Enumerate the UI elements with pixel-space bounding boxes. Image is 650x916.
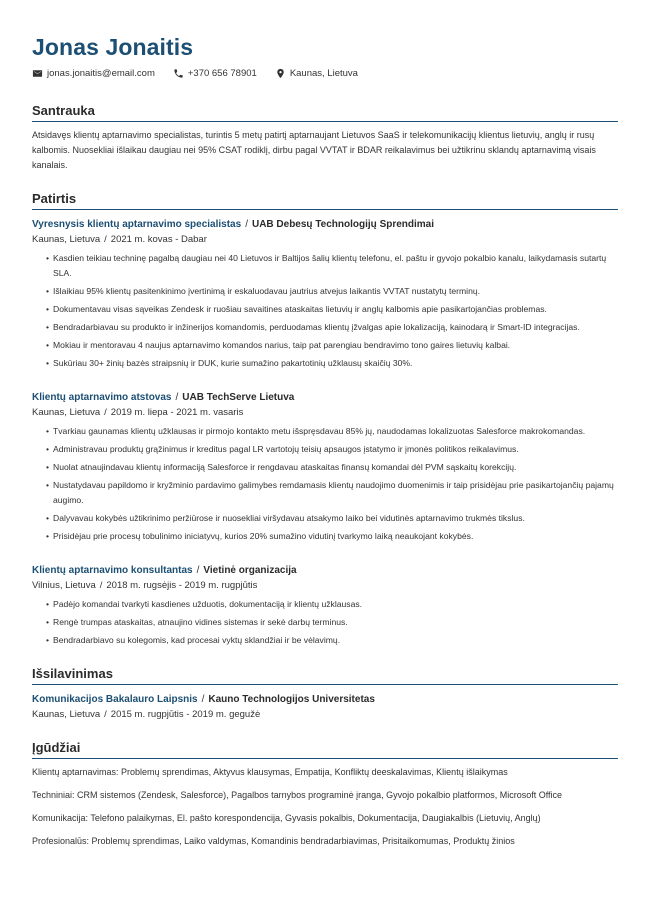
job-bullet: • Tvarkiau gaunamas klientų užklausas ir pirmojo kontakto metu išspręsdavau 85% jų, naudodamas lokalizuotas Salesforce makrokomandas. [48, 424, 618, 439]
separator: / [99, 580, 103, 591]
separator: / [104, 407, 107, 418]
separator: / [104, 234, 107, 245]
education-dates: 2015 m. rugpjūtis - 2019 m. gegužė [110, 709, 261, 720]
school: Kauno Technologijos Universitetas [208, 694, 375, 705]
job-bullet: • Padėjo komandai tvarkyti kasdienes užduotis, dokumentaciją ir klientų užklausas. [48, 597, 618, 612]
job-meta [32, 578, 618, 593]
degree: Komunikacijos Bakalauro Laipsnis [32, 694, 198, 705]
skills-row-technical: Techniniai: CRM sistemos (Zendesk, Salesforce), Pagalbos tarnybos programinė įranga, Gyvojo pokalbio platformos, Microsoft Office [32, 790, 563, 800]
job-bullet: • Rengė trumpas ataskaitas, atnaujino vidines sistemas ir sekė darbų terminus. [48, 615, 618, 630]
separator: / [196, 565, 200, 576]
job-bullet: • Dokumentavau visas sąveikas Zendesk ir ruošiau savaitines ataskaitas lietuvių ir anglų kalbomis apie pasikartojančias problemas. [48, 302, 618, 317]
job-bullet: • Dalyvavau kokybės užtikrinimo peržiūrose ir nuosekliai viršydavau atsakymo laiko bei vidutinės aptarnavimo trukmės tikslus. [48, 511, 618, 526]
job-dates: 2019 m. liepa - 2021 m. vasaris [110, 407, 244, 418]
company-name: Vietinė organizacija [203, 565, 297, 576]
job-bullet: • Nustatydavau papildomo ir kryžminio pardavimo galimybes remdamasis klientų naudojimo duomenimis ir taip prisidėjau prie pasikartojančių pajamų augimo. [48, 478, 618, 508]
job-bullet: • Prisidėjau prie procesų tobulinimo iniciatyvų, kurios 20% sumažino vidutinį tvarkymo laiką neaukojant kokybės. [48, 529, 618, 544]
job-bullet: • Mokiau ir mentoravau 4 naujus aptarnavimo komandos narius, taip pat parengiau bendravimo tono gaires lietuvių kalbai. [48, 338, 618, 353]
job-entry [32, 218, 618, 371]
job-bullet: • Išlaikiau 95% klientų pasitenkinimo įvertinimą ir eskaluodavau jautrius atvejus laikantis VVTAT nustatytų terminų. [48, 284, 618, 299]
job-dates: 2018 m. rugsėjis - 2019 m. rugpjūtis [106, 580, 258, 591]
phone-text: +370 656 78901 [187, 68, 257, 79]
job-bullet: • Administravau produktų grąžinimus ir kreditus pagal LR vartotojų teisių apsaugos įstatymo ir įmonės politikos reikalavimus. [48, 442, 618, 457]
separator: / [104, 709, 107, 720]
section-title-summary: Santrauka [32, 103, 618, 122]
job-bullet: • Nuolat atnaujindavau klientų informaciją Salesforce ir rengdavau ataskaitas finansų komandai dėl PVM sąskaitų korekcijų. [48, 460, 618, 475]
job-bullets [32, 251, 618, 371]
location-pin-icon [275, 68, 286, 79]
job-dates: 2021 m. kovas - Dabar [110, 234, 207, 245]
job-head [32, 218, 618, 232]
job-bullet: • Kasdien teikiau techninę pagalbą daugiau nei 40 Lietuvos ir Baltijos šalių klientų telefonu, el. paštu ir gyvojo pokalbio kanalu, laikydamasis sutartų SLA. [48, 251, 618, 281]
job-location: Kaunas, Lietuva [32, 407, 101, 418]
skills-row-service: Klientų aptarnavimas: Problemų sprendimas, Aktyvus klausymas, Empatija, Konfliktų deeskalavimas, Klientų išlaikymas [32, 767, 508, 777]
separator: / [175, 392, 179, 403]
job-head [32, 564, 618, 578]
job-location: Vilnius, Lietuva [32, 580, 96, 591]
job-bullets [32, 424, 618, 544]
section-title-education: Išsilavinimas [32, 666, 618, 685]
contact-email[interactable] [32, 68, 155, 79]
experience-section [32, 191, 618, 648]
job-entry [32, 391, 618, 544]
education-location: Kaunas, Lietuva [32, 709, 101, 720]
job-bullets [32, 597, 618, 648]
summary-section [32, 103, 618, 173]
summary-text: Atsidavęs klientų aptarnavimo specialistas, turintis 5 metų patirtį aptarnaujant Lietuvos SaaS ir telekomunikacijų klientus lietuvių, anglų ir rusų kalbomis. Nuosekliai išlaikau daugiau nei 95% CSAT rodiklį, dirbu pagal VVTAT ir BDAR reikalavimus bei užtikrinu sklandų aptarnavimą visais kanalais. [32, 130, 596, 170]
job-list [32, 218, 618, 648]
job-bullet: • Sukūriau 30+ žinių bazės straipsnių ir DUK, kurie sumažino pakartotinių užklausų skaičių 30%. [48, 356, 618, 371]
job-bullet: • Bendradarbiavo su kolegomis, kad procesai vyktų sklandžiai ir be vėlavimų. [48, 633, 618, 648]
job-head [32, 391, 618, 405]
job-bullet: • Bendradarbiavau su produkto ir inžinerijos komandomis, perduodamas klientų įžvalgas apie lokalizaciją, kainodarą ir Smart-ID integracijas. [48, 320, 618, 335]
skills-section [32, 740, 618, 848]
skills-row-communication: Komunikacija: Telefono palaikymas, El. pašto korespondencija, Gyvasis pokalbis, Dokumentacija, Daugiakalbis (Lietuvių, Anglų) [32, 813, 541, 823]
phone-icon [173, 68, 184, 79]
job-title: Klientų aptarnavimo atstovas [32, 392, 172, 403]
location-text: Kaunas, Lietuva [289, 68, 358, 79]
education-meta [32, 707, 618, 722]
candidate-name: Jonas Jonaitis [32, 34, 194, 60]
education-entry [32, 693, 618, 722]
education-section [32, 666, 618, 722]
separator: / [245, 219, 248, 230]
job-entry [32, 564, 618, 648]
job-meta [32, 232, 618, 247]
separator: / [201, 694, 205, 705]
job-title: Klientų aptarnavimo konsultantas [32, 565, 193, 576]
contact-bar [32, 68, 618, 79]
section-title-experience: Patirtis [32, 191, 618, 210]
education-head [32, 693, 618, 707]
job-meta [32, 405, 618, 420]
contact-phone[interactable] [173, 68, 257, 79]
email-text: jonas.jonaitis@email.com [47, 68, 155, 79]
contact-location [275, 68, 358, 79]
section-title-skills: Įgūdžiai [32, 740, 618, 759]
skills-row-professional: Profesionalūs: Problemų sprendimas, Laiko valdymas, Komandinis bendradarbiavimas, Prisitaikomumas, Produktų žinios [32, 836, 515, 846]
company-name: UAB TechServe Lietuva [182, 392, 295, 403]
company-name: UAB Debesų Technologijų Sprendimai [251, 219, 435, 230]
email-icon [32, 68, 43, 79]
job-title: Vyresnysis klientų aptarnavimo specialistas [32, 219, 242, 230]
job-location: Kaunas, Lietuva [32, 234, 101, 245]
